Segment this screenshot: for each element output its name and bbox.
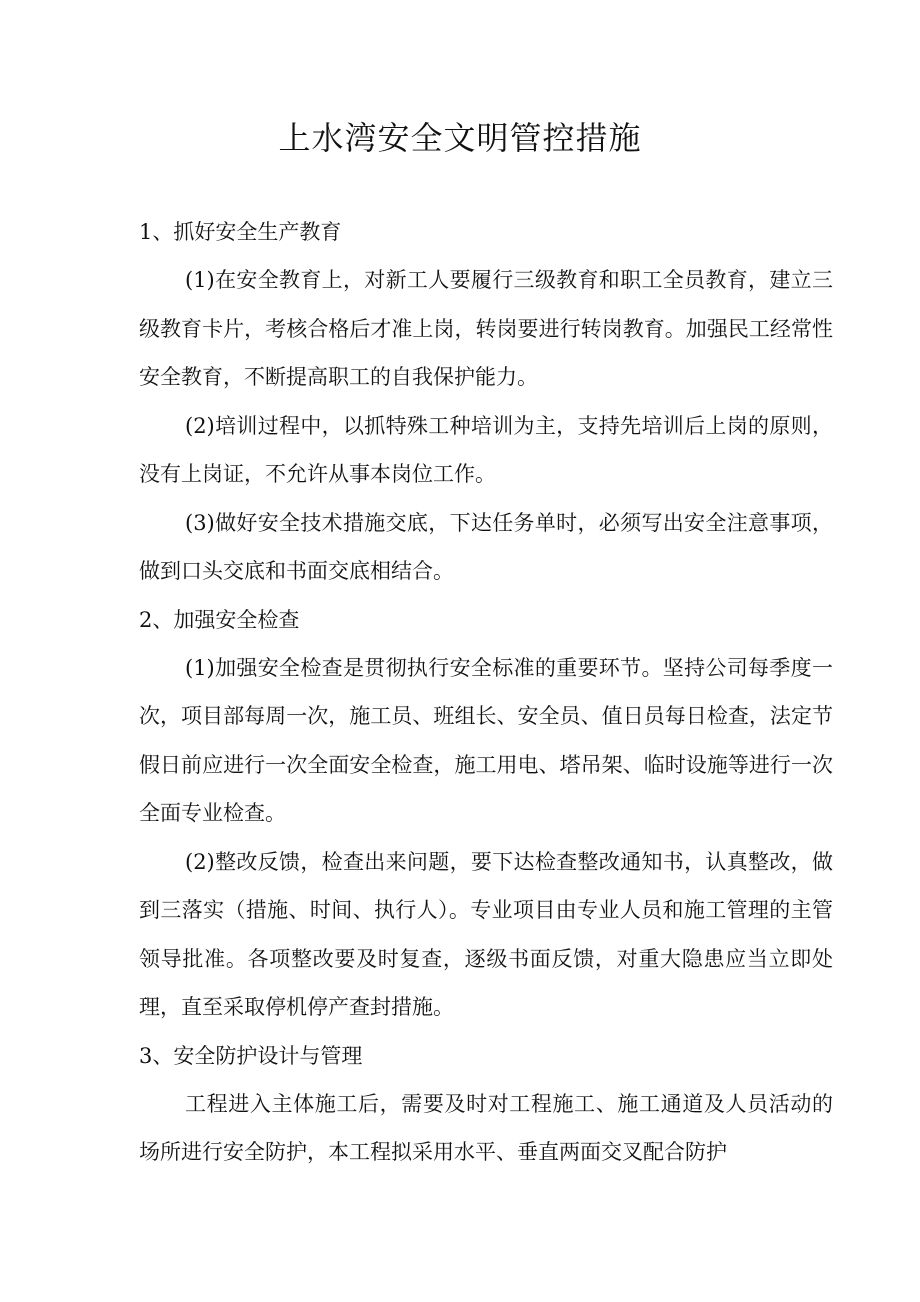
document-body bbox=[139, 208, 833, 1177]
section-safety-protection bbox=[139, 1032, 833, 1177]
section-heading: 2、加强安全检查 bbox=[139, 607, 300, 632]
paragraph: (1)在安全教育上，对新工人要履行三级教育和职工全员教育，建立三级教育卡片，考核合格后才准上岗，转岗要进行转岗教育。加强民工经常性安全教育，不断提高职工的自我保护能力。 bbox=[139, 268, 833, 389]
section-heading: 3、安全防护设计与管理 bbox=[139, 1043, 363, 1068]
section-heading: 1、抓好安全生产教育 bbox=[139, 220, 342, 244]
section-safety-education bbox=[139, 208, 833, 596]
paragraph: (2)培训过程中，以抓特殊工种培训为主，支持先培训后上岗的原则，没有上岗证，不允许从事本岗位工作。 bbox=[139, 413, 833, 486]
paragraph: (3)做好安全技术措施交底，下达任务单时，必须写出安全注意事项，做到口头交底和书面交底相结合。 bbox=[139, 510, 833, 583]
paragraph: 工程进入主体施工后，需要及时对工程施工、施工通道及人员活动的场所进行安全防护，本工程拟采用水平、垂直两面交叉配合防护 bbox=[139, 1091, 833, 1164]
section-safety-inspection bbox=[139, 596, 833, 1032]
document-title: 上水湾安全文明管控措施 bbox=[278, 119, 642, 157]
paragraph: (2)整改反馈，检查出来问题，要下达检查整改通知书，认真整改，做到三落实（措施、时间、执行人）。专业项目由专业人员和施工管理的主管领导批准。各项整改要及时复查，逐级书面反馈，对重大隐患应当立即处理，直至采取停机停产查封措施。 bbox=[139, 849, 833, 1019]
paragraph: (1)加强安全检查是贯彻执行安全标准的重要环节。坚持公司每季度一次，项目部每周一次，施工员、班组长、安全员、值日员每日检查，法定节假日前应进行一次全面安全检查，施工用电、塔吊架、临时设施等进行一次全面专业检查。 bbox=[139, 655, 833, 825]
